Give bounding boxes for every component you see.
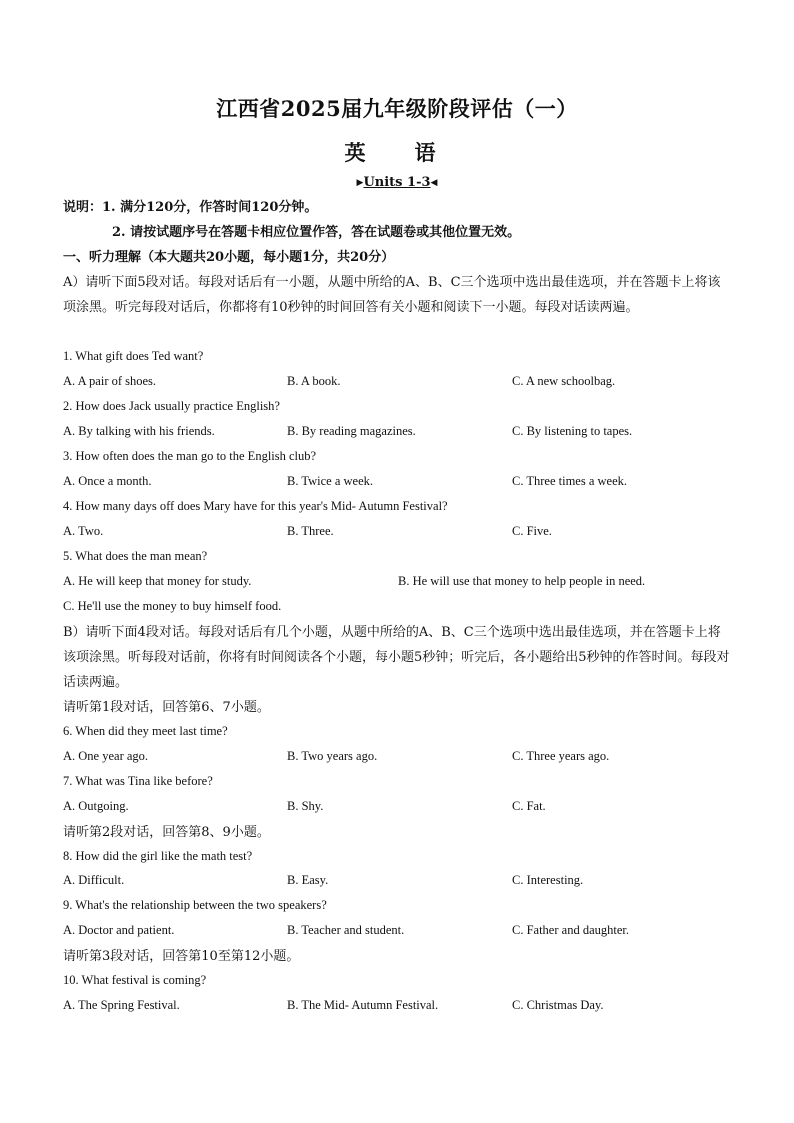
option-b: B. Easy. [287, 873, 329, 887]
option-c: C. Three years ago. [512, 749, 610, 763]
option-a: A. Two. [63, 524, 104, 538]
question-4: 4. How many days off does Mary have for this year's Mid- Autumn Festival? [63, 499, 448, 513]
option-b: B. Shy. [287, 799, 324, 813]
dialogue-2-intro: 请听第2段对话，回答第8、9小题。 [63, 825, 270, 840]
option-c: C. A new schoolbag. [512, 374, 616, 388]
option-c: C. Interesting. [512, 873, 584, 887]
dialogue-3-intro: 请听第3段对话，回答第10至第12小题。 [63, 949, 300, 964]
option-c: C. Five. [512, 524, 552, 538]
triangle-left-icon: ◀ [430, 178, 438, 188]
subject-title: 英 语 [344, 140, 450, 165]
question-3: 3. How often does the man go to the English club? [63, 449, 317, 463]
option-b: B. By reading magazines. [287, 424, 416, 438]
question-2: 2. How does Jack usually practice English? [63, 399, 280, 413]
option-b: B. He will use that money to help people in need. [398, 574, 646, 588]
option-a: A. Once a month. [63, 474, 152, 488]
option-a: A. Doctor and patient. [63, 923, 175, 937]
triangle-right-icon: ▶ [356, 178, 364, 188]
option-a: A. He will keep that money for study. [63, 574, 252, 588]
option-c: C. Fat. [512, 799, 546, 813]
units-text: Units 1-3 [363, 175, 431, 190]
option-a: A. Difficult. [63, 873, 125, 887]
option-a: A. By talking with his friends. [63, 424, 215, 438]
question-5: 5. What does the man mean? [63, 549, 208, 563]
option-a: A. The Spring Festival. [63, 998, 180, 1012]
option-b: B. The Mid- Autumn Festival. [287, 998, 439, 1012]
question-1: 1. What gift does Ted want? [63, 349, 204, 363]
dialogue-1-intro: 请听第1段对话，回答第6、7小题。 [63, 700, 270, 715]
question-7: 7. What was Tina like before? [63, 774, 213, 788]
option-b: B. Three. [287, 524, 334, 538]
note-1: 说明：1. 满分120分，作答时间120分钟。 [63, 200, 318, 215]
question-8: 8. How did the girl like the math test? [63, 849, 253, 863]
part-b-instructions: B）请听下面4段对话。每段对话后有几个小题，从题中所给的A、B、C三个选项中选出最佳选项，并在答题卡上将该项涂黑。听每段对话前，你将有时间阅读各个小题，每小题5秒钟；听完后，各小题给出5秒钟的作答时间。每段对话读两遍。 [63, 625, 730, 690]
part-a-instructions: A）请听下面5段对话。每段对话后有一小题，从题中所给的A、B、C三个选项中选出最佳选项，并在答题卡上将该项涂黑。听完每段对话后，你都将有10秒钟的时间回答有关小题和阅读下一小题。每段对话读两遍。 [63, 275, 721, 315]
option-b: B. A book. [287, 374, 341, 388]
note-2: 2. 请按试题序号在答题卡相应位置作答，答在试题卷或其他位置无效。 [112, 225, 521, 240]
option-c: C. Christmas Day. [512, 998, 604, 1012]
option-b: B. Twice a week. [287, 474, 374, 488]
option-b: B. Two years ago. [287, 749, 378, 763]
option-c: C. Three times a week. [512, 474, 628, 488]
section-heading: 一、听力理解（本大题共20小题，每小题1分，共20分） [63, 250, 395, 265]
option-c: C. By listening to tapes. [512, 424, 633, 438]
option-b: B. Teacher and student. [287, 923, 405, 937]
option-a: A. Outgoing. [63, 799, 129, 813]
question-10: 10. What festival is coming? [63, 973, 207, 987]
question-9: 9. What's the relationship between the two speakers? [63, 898, 327, 912]
option-c: C. Father and daughter. [512, 923, 629, 937]
question-6: 6. When did they meet last time? [63, 724, 228, 738]
option-a: A. A pair of shoes. [63, 374, 157, 388]
units-label [0, 175, 794, 190]
option-c: C. He'll use the money to buy himself food. [63, 599, 282, 613]
page-title: 江西省2025届九年级阶段评估（一） [216, 96, 578, 121]
option-a: A. One year ago. [63, 749, 149, 763]
